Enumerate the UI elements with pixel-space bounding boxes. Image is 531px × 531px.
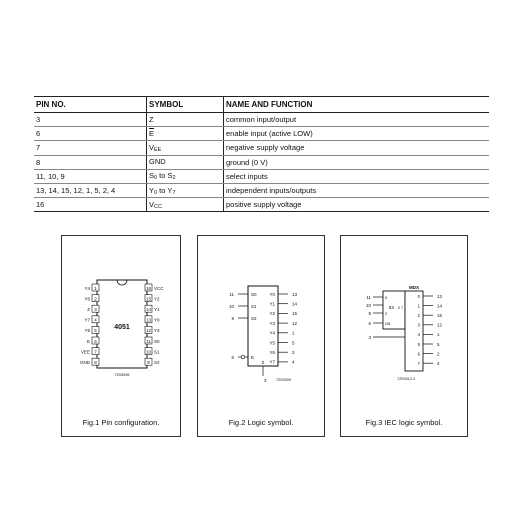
iec-output-pin-number: 2 bbox=[437, 351, 440, 357]
iec-input-pin-number: 6 bbox=[368, 320, 371, 326]
left-pin-number: 2 bbox=[94, 296, 97, 302]
output-label: Y4 bbox=[269, 330, 275, 336]
symbol-cell bbox=[147, 155, 224, 169]
output-label: Y5 bbox=[269, 340, 275, 346]
name-function-cell: enable input (active LOW) bbox=[224, 127, 490, 141]
pin-number-cell: 3 bbox=[34, 113, 147, 127]
input-label: S0 bbox=[251, 291, 257, 297]
symbol-symbol: S bbox=[149, 171, 155, 181]
symbol-cell bbox=[147, 169, 224, 183]
iec-inner-prefix: 8X bbox=[389, 305, 395, 310]
fig1-code: 7Z93096 bbox=[114, 373, 130, 377]
right-pin-label: S2 bbox=[154, 360, 160, 365]
header-symbol: SYMBOL bbox=[147, 97, 224, 113]
left-pin-label: VEE bbox=[80, 349, 90, 355]
input-label: S1 bbox=[251, 303, 257, 309]
output-label: Y7 bbox=[269, 359, 275, 365]
figure-iec-logic-symbol bbox=[340, 235, 468, 437]
iec-output-pin-number: 4 bbox=[437, 361, 440, 366]
iec-input-label: 0 bbox=[385, 294, 388, 300]
fig2-caption: Fig.2 Logic symbol. bbox=[228, 418, 294, 427]
iec-output-label: 3 bbox=[417, 322, 420, 328]
left-pin-label: E bbox=[86, 338, 90, 344]
right-pin-label: S1 bbox=[154, 349, 160, 355]
right-pin-number: 9 bbox=[147, 360, 150, 365]
iec-output-label: 2 bbox=[417, 313, 420, 318]
right-pin-label: S0 bbox=[154, 338, 160, 344]
symbol-symbol: $\overline{E}$ bbox=[149, 128, 155, 138]
right-pin-number: 12 bbox=[145, 328, 152, 334]
symbol-symbol: V bbox=[149, 199, 155, 209]
fig2-code: 7Z93099 bbox=[276, 378, 291, 382]
output-pin-number: 12 bbox=[292, 320, 298, 326]
symbol-symbol: GND bbox=[149, 157, 166, 167]
left-pin-number: 3 bbox=[94, 307, 97, 312]
symbol-symbol: Y bbox=[149, 185, 155, 195]
symbol-sub-a: CC bbox=[154, 203, 162, 210]
name-function-cell: negative supply voltage bbox=[224, 141, 490, 155]
fig1-caption: Fig.1 Pin configuration. bbox=[82, 418, 160, 427]
left-pin-number: 6 bbox=[94, 338, 97, 344]
chip-label: 4051 bbox=[114, 324, 130, 331]
table-row bbox=[34, 113, 489, 127]
name-function-cell: select inputs bbox=[224, 169, 490, 183]
iec-output-label: 0 bbox=[417, 293, 420, 299]
iec-input-label: 2 bbox=[385, 310, 388, 316]
iec-output-pin-number: 14 bbox=[437, 303, 443, 309]
right-pin-label: Y3 bbox=[154, 328, 160, 334]
pin-number-cell: 11, 10, 9 bbox=[34, 169, 147, 183]
left-pin-label: Y5 bbox=[84, 328, 90, 334]
iec-input-pin-number: 9 bbox=[368, 310, 371, 316]
output-label: Y0 bbox=[269, 291, 275, 297]
symbol-mid: to Y bbox=[157, 185, 173, 195]
iec-inner-label: 0 7 bbox=[398, 306, 403, 310]
table-row bbox=[34, 198, 489, 212]
output-pin-number: 14 bbox=[292, 301, 298, 307]
symbol-cell bbox=[147, 198, 224, 212]
right-pin-number: 15 bbox=[145, 296, 152, 302]
right-pin-label: VCC bbox=[154, 285, 164, 291]
right-pin-number: 11 bbox=[146, 338, 151, 344]
left-pin-label: Y6 bbox=[84, 296, 90, 302]
left-pin-label: Y7 bbox=[84, 317, 90, 323]
iec-output-block bbox=[405, 291, 423, 371]
table-row bbox=[34, 183, 489, 197]
bottom-pin-number: 3 bbox=[264, 378, 267, 383]
logic-symbol-diagram bbox=[198, 236, 324, 436]
left-pin-label: Y4 bbox=[84, 285, 90, 291]
table-row bbox=[34, 155, 489, 169]
symbol-sub-a: 0 bbox=[154, 189, 158, 196]
symbol-sub-b: 7 bbox=[172, 189, 176, 196]
output-label: Y2 bbox=[269, 311, 275, 317]
iec-output-pin-number: 15 bbox=[437, 313, 443, 318]
pin-number-cell: 16 bbox=[34, 198, 147, 212]
right-pin-number: 10 bbox=[145, 349, 152, 355]
pin-description-table bbox=[34, 96, 489, 212]
right-pin-label: Y2 bbox=[154, 296, 160, 302]
table-row bbox=[34, 127, 489, 141]
output-label: Y1 bbox=[269, 301, 275, 307]
table-header-row bbox=[34, 97, 489, 113]
fig3-code: 7Z93312.2 bbox=[397, 377, 416, 381]
iec-output-label: 5 bbox=[417, 341, 420, 347]
header-name-function: NAME AND FUNCTION bbox=[224, 97, 490, 113]
input-pin-number: 11 bbox=[229, 291, 234, 297]
pin-number-cell: 7 bbox=[34, 141, 147, 155]
output-pin-number: 1 bbox=[292, 330, 295, 336]
symbol-cell bbox=[147, 141, 224, 155]
left-pin-number: 4 bbox=[94, 317, 97, 323]
iec-logic-symbol-diagram bbox=[341, 236, 467, 436]
right-pin-number: 14 bbox=[145, 307, 152, 312]
iec-output-pin-number: 12 bbox=[437, 322, 443, 328]
output-pin-number: 13 bbox=[292, 291, 298, 297]
enable-inversion-circle bbox=[241, 355, 245, 359]
symbol-mid: to S bbox=[157, 171, 173, 181]
output-pin-number: 5 bbox=[292, 340, 295, 346]
iec-input-pin-number: 11 bbox=[366, 294, 371, 300]
output-pin-number: 2 bbox=[292, 350, 295, 355]
bottom-label: Z bbox=[261, 360, 265, 365]
input-pin-number: 9 bbox=[231, 315, 234, 321]
iec-output-label: 4 bbox=[417, 332, 420, 338]
iec-output-label: 6 bbox=[417, 351, 420, 357]
table-row bbox=[34, 141, 489, 155]
pin-configuration-diagram bbox=[62, 236, 180, 436]
left-pin-number: 1 bbox=[94, 285, 97, 291]
symbol-cell bbox=[147, 113, 224, 127]
pin-number-cell: 13, 14, 15, 12, 1, 5, 2, 4 bbox=[34, 183, 147, 197]
iec-input-label: G8 bbox=[385, 320, 391, 326]
iec-left-pin-number: 3 bbox=[368, 335, 371, 340]
name-function-cell: common input/output bbox=[224, 113, 490, 127]
input-label: S2 bbox=[251, 315, 257, 321]
left-pin-label: Z bbox=[87, 307, 90, 312]
symbol-symbol: V bbox=[149, 142, 155, 152]
iec-input-pin-number: 10 bbox=[365, 302, 371, 308]
header-pin-no: PIN NO. bbox=[34, 97, 147, 113]
figure-logic-symbol bbox=[197, 235, 325, 437]
output-label: Y6 bbox=[269, 350, 275, 355]
left-pin-label: GND bbox=[80, 360, 90, 365]
table-row bbox=[34, 169, 489, 183]
symbol-sub-a: EE bbox=[154, 146, 162, 153]
pin-number-cell: 6 bbox=[34, 127, 147, 141]
left-pin-number: 8 bbox=[94, 360, 97, 365]
fig3-caption: Fig.3 IEC logic symbol. bbox=[365, 418, 443, 427]
iec-output-pin-number: 1 bbox=[437, 332, 440, 338]
input-pin-number: 10 bbox=[228, 303, 234, 309]
name-function-cell: ground (0 V) bbox=[224, 155, 490, 169]
symbol-cell bbox=[147, 127, 224, 141]
iec-output-label: 7 bbox=[417, 361, 420, 366]
iec-output-pin-number: 13 bbox=[437, 293, 443, 299]
figure-pin-configuration bbox=[61, 235, 181, 437]
symbol-symbol: Z bbox=[149, 114, 154, 124]
iec-title: MDX bbox=[409, 285, 419, 290]
iec-output-label: 1 bbox=[417, 303, 420, 309]
pin-number-cell: 8 bbox=[34, 155, 147, 169]
right-pin-label: Y0 bbox=[154, 317, 160, 323]
symbol-cell bbox=[147, 183, 224, 197]
right-pin-label: Y1 bbox=[154, 307, 160, 312]
output-pin-number: 15 bbox=[292, 311, 298, 317]
output-pin-number: 4 bbox=[292, 359, 295, 365]
right-pin-number: 16 bbox=[145, 285, 152, 291]
iec-output-pin-number: 5 bbox=[437, 341, 440, 347]
input-label: E bbox=[251, 354, 255, 360]
left-pin-number: 5 bbox=[94, 328, 97, 334]
input-pin-number: 6 bbox=[231, 354, 234, 360]
name-function-cell: independent inputs/outputs bbox=[224, 183, 490, 197]
symbol-sub-a: 0 bbox=[154, 175, 158, 182]
right-pin-number: 13 bbox=[145, 317, 152, 323]
symbol-sub-b: 2 bbox=[172, 175, 176, 182]
name-function-cell: positive supply voltage bbox=[224, 198, 490, 212]
left-pin-number: 7 bbox=[94, 349, 97, 355]
output-label: Y3 bbox=[269, 320, 275, 326]
